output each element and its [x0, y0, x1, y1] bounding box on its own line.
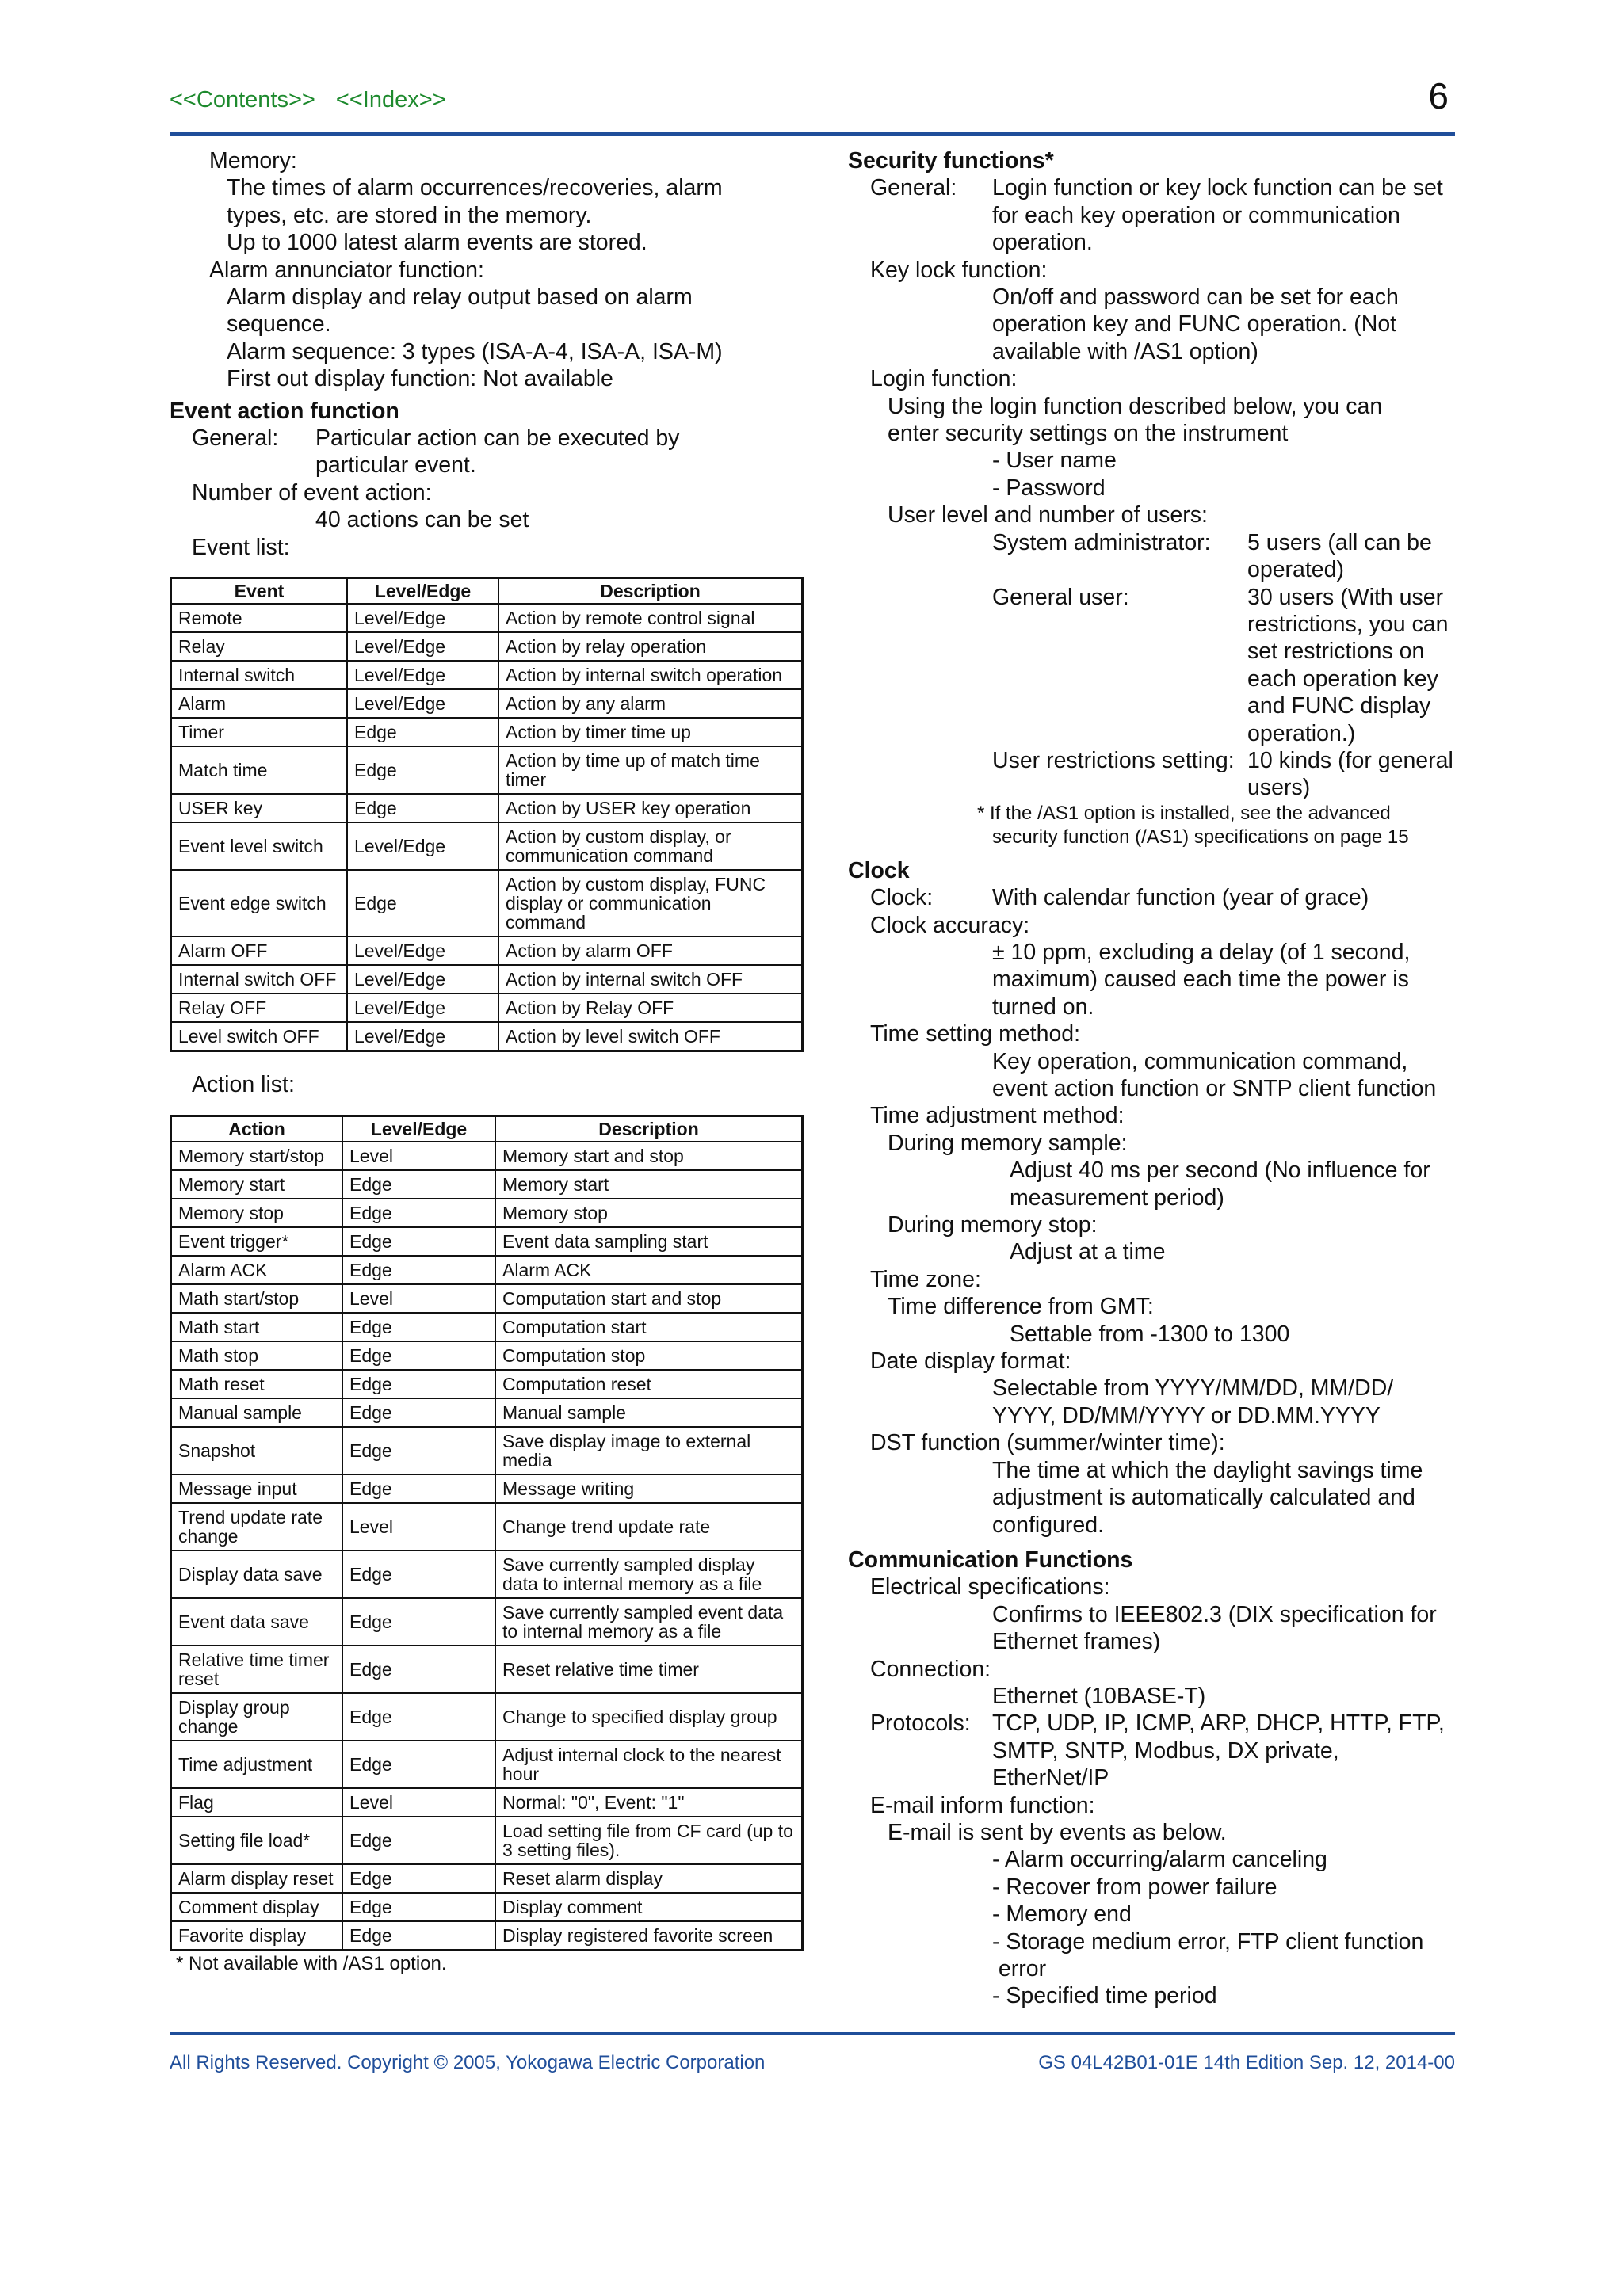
event-row [171, 794, 803, 822]
spec-key: Clock: [870, 885, 934, 911]
table-cell: Edge [342, 1227, 495, 1256]
table-cell: Message writing [495, 1474, 803, 1503]
table-cell: Event data save [171, 1598, 343, 1646]
table-cell: Math start [171, 1313, 343, 1341]
table-cell: Match time [171, 746, 348, 794]
table-cell: Edge [342, 1313, 495, 1341]
action-row [171, 1503, 803, 1550]
table-cell: Level [342, 1142, 495, 1170]
intro-line: sequence. [227, 311, 331, 338]
table-cell: Edge [347, 794, 498, 822]
table-cell: Edge [342, 1693, 495, 1741]
action-row [171, 1398, 803, 1427]
table-cell: Edge [347, 746, 498, 794]
header-rule [170, 132, 1455, 136]
table-cell: Edge [342, 1341, 495, 1370]
table-cell: Action by level switch OFF [498, 1022, 803, 1051]
table-cell: Reset relative time timer [495, 1646, 803, 1693]
spec-line: Ethernet (10BASE-T) [992, 1683, 1206, 1709]
table-cell: Flag [171, 1788, 343, 1817]
table-cell: Setting file load* [171, 1817, 343, 1864]
table-cell: Computation stop [495, 1341, 803, 1370]
intro-line: types, etc. are stored in the memory. [227, 202, 592, 228]
event-row [171, 689, 803, 718]
table-cell: Action by Relay OFF [498, 994, 803, 1022]
table-cell: Level/Edge [347, 632, 498, 661]
spec-line: Clock accuracy: [870, 912, 1030, 938]
table-cell: Normal: "0", Event: "1" [495, 1788, 803, 1817]
spec-line: Time difference from GMT: [888, 1294, 1154, 1320]
table-cell: Level/Edge [347, 965, 498, 994]
action-row [171, 1864, 803, 1893]
table-cell: Edge [342, 1199, 495, 1227]
table-cell: Alarm ACK [171, 1256, 343, 1284]
event-row [171, 661, 803, 689]
spec-key: System administrator: [992, 529, 1211, 555]
action-row [171, 1598, 803, 1646]
table-cell: Timer [171, 718, 348, 746]
spec-line: Ethernet frames) [992, 1629, 1161, 1655]
table-cell: Save currently sampled event data to internal memory as a file [495, 1598, 803, 1646]
spec-line: maximum) caused each time the power is [992, 967, 1409, 993]
table-cell: Event edge switch [171, 870, 348, 936]
spec-line: - User name [992, 448, 1117, 474]
table-cell: Level/Edge [347, 1022, 498, 1051]
general-key: General: [192, 425, 279, 452]
table-cell: Change to specified display group [495, 1693, 803, 1741]
section-title: Security functions* [848, 148, 1054, 174]
table-cell: Computation start [495, 1313, 803, 1341]
table-cell: Action by alarm OFF [498, 936, 803, 965]
spec-line: * If the /AS1 option is installed, see the advanced [977, 802, 1391, 824]
spec-line: error [992, 1956, 1047, 1981]
spec-row [848, 1710, 1458, 1791]
event-row [171, 632, 803, 661]
column-header: Level/Edge [342, 1116, 495, 1142]
table-cell: Save currently sampled display data to internal memory as a file [495, 1550, 803, 1598]
table-cell: Level [342, 1503, 495, 1550]
spec-line: Time adjustment method: [870, 1103, 1125, 1129]
action-row [171, 1646, 803, 1693]
table-cell: Math reset [171, 1370, 343, 1398]
document-info: GS 04L42B01-01E 14th Edition Sep. 12, 2014-00 [1038, 2052, 1455, 2073]
table-cell: Level/Edge [347, 936, 498, 965]
table-cell: Relay [171, 632, 348, 661]
left-column [170, 147, 804, 1975]
event-row [171, 870, 803, 936]
column-header: Description [495, 1116, 803, 1142]
action-row [171, 1427, 803, 1474]
action-row [171, 1199, 803, 1227]
spec-line: security function (/AS1) specifications on page 15 [992, 826, 1409, 848]
column-header: Event [171, 578, 348, 605]
table-cell: Level/Edge [347, 689, 498, 718]
spec-row [848, 584, 1458, 747]
spec-line: During memory sample: [888, 1130, 1128, 1156]
table-cell: Event data sampling start [495, 1227, 803, 1256]
action-row [171, 1741, 803, 1788]
table-cell: Save display image to external media [495, 1427, 803, 1474]
column-header: Action [171, 1116, 343, 1142]
action-table-note: * Not available with /AS1 option. [176, 1952, 447, 1974]
number-value: 40 actions can be set [315, 507, 529, 533]
event-table [170, 577, 804, 1052]
table-cell: Internal switch OFF [171, 965, 348, 994]
spec-line: - Storage medium error, FTP client function [992, 1928, 1424, 1955]
table-cell: Manual sample [495, 1398, 803, 1427]
table-cell: Memory start [495, 1170, 803, 1199]
table-cell: Edge [342, 1170, 495, 1199]
table-cell: Edge [342, 1598, 495, 1646]
spec-key: General: [870, 175, 957, 201]
spec-line: enter security settings on the instrument [888, 421, 1289, 447]
action-table-header [171, 1116, 803, 1142]
table-cell: Display data save [171, 1550, 343, 1598]
action-row [171, 1693, 803, 1741]
event-row [171, 604, 803, 632]
spec-line: DST function (summer/winter time): [870, 1430, 1225, 1456]
table-cell: Edge [342, 1550, 495, 1598]
index-link[interactable]: <<Index>> [335, 87, 446, 113]
spec-line: Electrical specifications: [870, 1574, 1110, 1600]
intro-line: Memory: [209, 148, 297, 174]
action-row [171, 1370, 803, 1398]
table-cell: Internal switch [171, 661, 348, 689]
spec-line: Using the login function described below, you can [888, 393, 1383, 419]
table-cell: Edge [342, 1370, 495, 1398]
table-cell: Remote [171, 604, 348, 632]
table-cell: Math start/stop [171, 1284, 343, 1313]
spec-line: configured. [992, 1512, 1105, 1538]
spec-value: 30 users (With user restrictions, you can set restrictions on each operation key and FUNC display operation.) [1247, 584, 1449, 746]
event-row [171, 822, 803, 870]
table-cell: Memory start and stop [495, 1142, 803, 1170]
table-cell: Alarm OFF [171, 936, 348, 965]
spec-line: - Password [992, 475, 1106, 501]
spec-line: Selectable from YYYY/MM/DD, MM/DD/ [992, 1375, 1394, 1402]
table-cell: Edge [347, 718, 498, 746]
spec-line: Adjust 40 ms per second (No influence for [1010, 1158, 1430, 1184]
action-row [171, 1817, 803, 1864]
spec-line: During memory stop: [888, 1212, 1098, 1238]
spec-value: 5 users (all can be operated) [1247, 529, 1432, 583]
spec-line: measurement period) [1010, 1184, 1224, 1211]
event-row [171, 718, 803, 746]
table-cell: Action by custom display, or communication command [498, 822, 803, 870]
table-cell: Action by relay operation [498, 632, 803, 661]
table-cell: Edge [342, 1398, 495, 1427]
spec-row [848, 174, 1458, 256]
action-row [171, 1284, 803, 1313]
spec-line: Time zone: [870, 1266, 981, 1292]
spec-line: Key lock function: [870, 257, 1048, 283]
number-label: Number of event action: [192, 479, 432, 505]
table-cell: Level switch OFF [171, 1022, 348, 1051]
spec-key: General user: [992, 584, 1129, 610]
table-cell: Level [342, 1788, 495, 1817]
spec-line: Confirms to IEEE802.3 (DIX specification for [992, 1601, 1437, 1627]
spec-line: operation key and FUNC operation. (Not [992, 311, 1397, 338]
table-cell: Time adjustment [171, 1741, 343, 1788]
page-header [170, 75, 1455, 117]
intro-line: Alarm annunciator function: [209, 257, 484, 283]
spec-key: User restrictions setting: [992, 747, 1235, 773]
spec-line: Time setting method: [870, 1021, 1081, 1047]
spec-line: On/off and password can be set for each [992, 284, 1399, 311]
table-cell: Action by custom display, FUNC display or communication command [498, 870, 803, 936]
spec-line: Login function: [870, 366, 1018, 392]
table-cell: Edge [342, 1646, 495, 1693]
spec-line: E-mail is sent by events as below. [888, 1819, 1227, 1845]
table-cell: Snapshot [171, 1427, 343, 1474]
section-title: Communication Functions [848, 1547, 1133, 1573]
event-action-title: Event action function [170, 398, 399, 424]
table-cell: Level [342, 1284, 495, 1313]
table-cell: Edge [342, 1741, 495, 1788]
page-number: 6 [1428, 75, 1449, 116]
event-list-label: Event list: [192, 534, 290, 560]
table-cell: Alarm [171, 689, 348, 718]
spec-value: 10 kinds (for general users) [1247, 747, 1453, 801]
spec-line: - Memory end [992, 1901, 1132, 1928]
table-cell: Relative time timer reset [171, 1646, 343, 1693]
section-title: Clock [848, 857, 910, 883]
table-cell: Level/Edge [347, 822, 498, 870]
spec-line: - Specified time period [992, 1983, 1217, 2009]
table-cell: Alarm ACK [495, 1256, 803, 1284]
event-row [171, 994, 803, 1022]
spec-row [848, 884, 1458, 911]
table-cell: USER key [171, 794, 348, 822]
table-cell: Level/Edge [347, 994, 498, 1022]
page-footer [170, 2052, 1455, 2074]
spec-value: With calendar function (year of grace) [992, 885, 1369, 911]
action-row [171, 1227, 803, 1256]
table-cell: Computation reset [495, 1370, 803, 1398]
table-cell: Event trigger* [171, 1227, 343, 1256]
intro-line: The times of alarm occurrences/recoveries, alarm [227, 175, 723, 201]
table-cell: Relay OFF [171, 994, 348, 1022]
table-cell: Adjust internal clock to the nearest hour [495, 1741, 803, 1788]
table-cell: Display registered favorite screen [495, 1921, 803, 1951]
spec-line: ± 10 ppm, excluding a delay (of 1 second, [992, 939, 1411, 965]
event-row [171, 965, 803, 994]
table-cell: Reset alarm display [495, 1864, 803, 1893]
spec-line: adjustment is automatically calculated and [992, 1485, 1415, 1511]
column-header: Description [498, 578, 803, 605]
table-cell: Edge [342, 1921, 495, 1951]
table-cell: Favorite display [171, 1921, 343, 1951]
intro-line: Alarm sequence: 3 types (ISA-A-4, ISA-A, ISA-M) [227, 338, 723, 364]
spec-line: The time at which the daylight savings time [992, 1457, 1423, 1483]
table-cell: Display comment [495, 1893, 803, 1921]
action-row [171, 1313, 803, 1341]
action-table [170, 1115, 804, 1951]
table-cell: Load setting file from CF card (up to 3 setting files). [495, 1817, 803, 1864]
action-row [171, 1474, 803, 1503]
action-row [171, 1788, 803, 1817]
table-cell: Memory stop [495, 1199, 803, 1227]
table-cell: Action by internal switch OFF [498, 965, 803, 994]
spec-row [848, 529, 1458, 584]
table-cell: Edge [342, 1474, 495, 1503]
spec-line: - Alarm occurring/alarm canceling [992, 1847, 1327, 1873]
table-cell: Level/Edge [347, 661, 498, 689]
contents-link[interactable]: <<Contents>> [170, 87, 315, 113]
action-row [171, 1550, 803, 1598]
spec-key: Protocols: [870, 1711, 971, 1737]
table-cell: Level/Edge [347, 604, 498, 632]
spec-line: Key operation, communication command, [992, 1048, 1408, 1074]
action-row [171, 1170, 803, 1199]
table-cell: Edge [347, 870, 498, 936]
table-cell: Action by time up of match time timer [498, 746, 803, 794]
action-row [171, 1256, 803, 1284]
spec-value: TCP, UDP, IP, ICMP, ARP, DHCP, HTTP, FTP, SMTP, SNTP, Modbus, DX private, EtherNet/IP [992, 1711, 1445, 1791]
alarm-memory-section [170, 147, 804, 393]
intro-line: First out display function: Not available [227, 366, 613, 392]
general-value: Particular action can be executed by particular event. [315, 425, 680, 479]
spec-line: - Recover from power failure [992, 1874, 1277, 1900]
table-cell: Alarm display reset [171, 1864, 343, 1893]
column-header: Level/Edge [347, 578, 498, 605]
table-cell: Memory start [171, 1170, 343, 1199]
table-cell: Math stop [171, 1341, 343, 1370]
spec-line: turned on. [992, 994, 1094, 1020]
table-cell: Change trend update rate [495, 1503, 803, 1550]
action-row [171, 1893, 803, 1921]
spec-line: E-mail inform function: [870, 1792, 1095, 1818]
table-cell: Edge [342, 1256, 495, 1284]
table-cell: Action by timer time up [498, 718, 803, 746]
spec-line: Date display format: [870, 1348, 1071, 1375]
table-cell: Display group change [171, 1693, 343, 1741]
table-cell: Edge [342, 1817, 495, 1864]
table-cell: Edge [342, 1893, 495, 1921]
table-cell: Trend update rate change [171, 1503, 343, 1550]
table-cell: Memory start/stop [171, 1142, 343, 1170]
spec-row [848, 747, 1458, 802]
table-cell: Event level switch [171, 822, 348, 870]
table-cell: Memory stop [171, 1199, 343, 1227]
event-row [171, 746, 803, 794]
table-cell: Computation start and stop [495, 1284, 803, 1313]
action-row [171, 1341, 803, 1370]
table-cell: Message input [171, 1474, 343, 1503]
spec-line: event action function or SNTP client function [992, 1076, 1437, 1101]
spec-value: Login function or key lock function can be set for each key operation or communication operation. [992, 175, 1443, 256]
nav-links [170, 87, 460, 113]
footer-rule [170, 2032, 1455, 2035]
table-cell: Action by any alarm [498, 689, 803, 718]
table-cell: Edge [342, 1427, 495, 1474]
spec-line: YYYY, DD/MM/YYYY or DD.MM.YYYY [992, 1402, 1381, 1428]
action-list-label: Action list: [192, 1072, 295, 1098]
intro-line: Alarm display and relay output based on alarm [227, 284, 693, 311]
spec-line: User level and number of users: [888, 502, 1208, 528]
action-row [171, 1921, 803, 1951]
right-column [848, 147, 1458, 2010]
event-row [171, 936, 803, 965]
table-cell: Action by USER key operation [498, 794, 803, 822]
table-cell: Edge [342, 1864, 495, 1893]
table-cell: Action by remote control signal [498, 604, 803, 632]
event-row [171, 1022, 803, 1051]
table-cell: Comment display [171, 1893, 343, 1921]
event-table-header [171, 578, 803, 605]
table-cell: Action by internal switch operation [498, 661, 803, 689]
event-action-general [170, 425, 804, 479]
spec-line: Settable from -1300 to 1300 [1010, 1321, 1290, 1347]
copyright-text: All Rights Reserved. Copyright © 2005, Yokogawa Electric Corporation [170, 2052, 766, 2073]
spec-line: available with /AS1 option) [992, 338, 1258, 364]
spec-line: Connection: [870, 1656, 991, 1682]
table-cell: Manual sample [171, 1398, 343, 1427]
spec-line: Adjust at a time [1010, 1239, 1166, 1265]
intro-line: Up to 1000 latest alarm events are stored. [227, 230, 647, 256]
action-row [171, 1142, 803, 1170]
